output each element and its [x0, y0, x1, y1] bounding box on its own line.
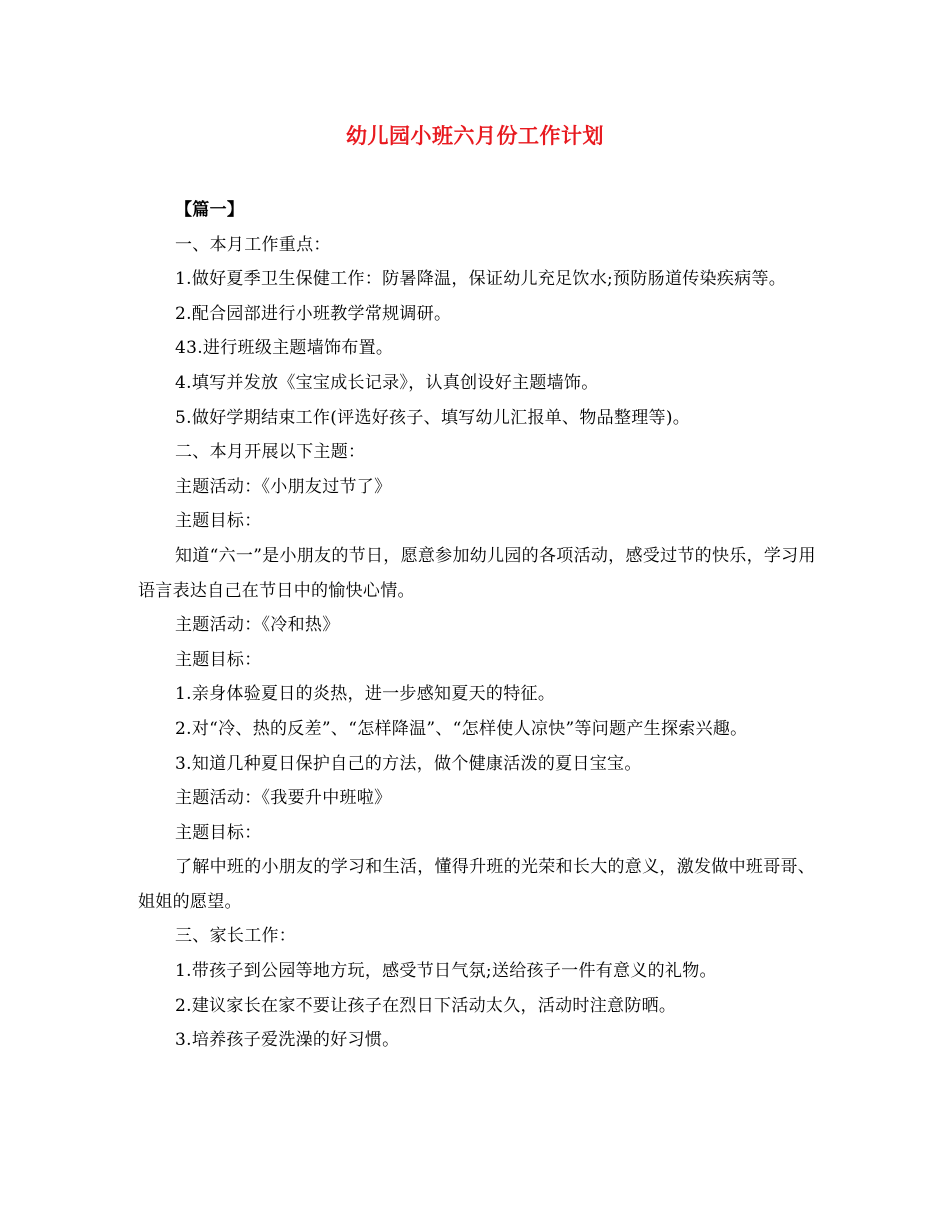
- document-title: 幼儿园小班六月份工作计划: [346, 123, 604, 148]
- parent-work-item-2: 2.建议家长在家不要让孩子在烈日下活动太久，活动时注意防晒。: [175, 995, 677, 1016]
- theme-goal-label-1: 主题目标：: [175, 511, 262, 532]
- parent-work-item-1: 1.带孩子到公园等地方玩，感受节日气氛;送给孩子一件有意义的礼物。: [175, 961, 717, 982]
- theme-activity-3: 主题活动：《我要升中班啦》: [175, 788, 392, 809]
- heading-monthly-focus: 一、本月工作重点：: [175, 234, 331, 255]
- document-body: [138, 193, 828, 1058]
- focus-item-5: 5.做好学期结束工作(评选好孩子、填写幼儿汇报单、物品整理等)。: [175, 407, 691, 428]
- section-heading-part-one: 【篇一】: [175, 200, 245, 220]
- theme-goal-2-item-3: 3.知道几种夏日保护自己的方法，做个健康活泼的夏日宝宝。: [175, 753, 642, 774]
- theme-goal-label-3: 主题目标：: [175, 822, 262, 843]
- theme-goal-2-item-1: 1.亲身体验夏日的炎热，进一步感知夏天的特征。: [175, 684, 556, 705]
- theme-goal-3-text: 了解中班的小朋友的学习和生活，懂得升班的光荣和长大的意义，激发做中班哥哥、姐姐的愿望。: [138, 857, 816, 912]
- heading-monthly-themes: 二、本月开展以下主题：: [175, 442, 366, 463]
- theme-goal-2-item-2: 2.对“冷、热的反差”、“怎样降温”、“怎样使人凉快”等问题产生探索兴趣。: [175, 718, 748, 739]
- heading-parent-work: 三、家长工作：: [175, 926, 297, 947]
- theme-goal-label-2: 主题目标：: [175, 649, 262, 670]
- parent-work-item-3: 3.培养孩子爱洗澡的好习惯。: [175, 1030, 400, 1051]
- focus-item-4: 4.填写并发放《宝宝成长记录》，认真创设好主题墙饰。: [175, 372, 599, 393]
- theme-activity-1: 主题活动：《小朋友过节了》: [175, 476, 392, 497]
- focus-item-3: 43.进行班级主题墙饰布置。: [175, 338, 394, 359]
- theme-activity-2: 主题活动：《冷和热》: [175, 615, 340, 636]
- focus-item-1: 1.做好夏季卫生保健工作：防暑降温，保证幼儿充足饮水;预防肠道传染疾病等。: [175, 269, 787, 290]
- theme-goal-1-text: 知道“六一”是小朋友的节日，愿意参加幼儿园的各项活动，感受过节的快乐，学习用语言表达自己在节日中的愉快心情。: [138, 545, 816, 601]
- focus-item-2: 2.配合园部进行小班教学常规调研。: [175, 303, 452, 324]
